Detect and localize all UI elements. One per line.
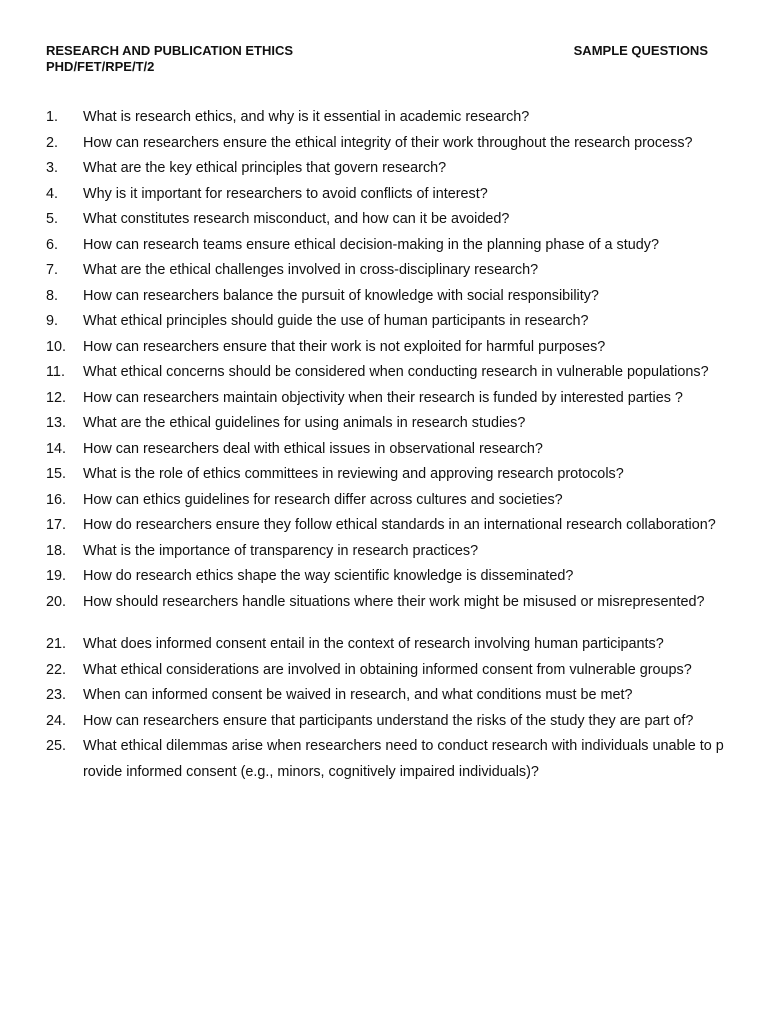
question-item — [46, 564, 726, 590]
question-item — [46, 513, 726, 539]
question-item — [46, 683, 726, 709]
question-text: How can researchers deal with ethical issues in observational research? — [83, 440, 543, 457]
question-list — [46, 105, 726, 785]
question-item — [46, 258, 726, 284]
question-item — [46, 207, 726, 233]
question-item — [46, 284, 726, 310]
question-item — [46, 709, 726, 735]
question-number: 17. — [46, 517, 67, 533]
question-text: How can researchers ensure that their work is not exploited for harmful purposes? — [83, 338, 606, 355]
question-item — [46, 131, 726, 157]
question-number: 6. — [46, 236, 59, 253]
question-number: 11. — [46, 364, 65, 380]
question-item — [46, 411, 726, 437]
question-text: What constitutes research misconduct, and how can it be avoided? — [83, 211, 510, 227]
question-number: 8. — [46, 287, 59, 304]
question-text: What are the ethical challenges involved in cross-disciplinary research? — [83, 262, 539, 278]
question-item — [46, 658, 726, 684]
section-spacer — [46, 615, 726, 632]
question-text: How can researchers maintain objectivity when their research is funded by interested parties ? — [83, 389, 683, 406]
question-number: 7. — [46, 262, 59, 278]
question-number: 12. — [46, 389, 67, 406]
question-text: How should researchers handle situations where their work might be misused or misrepresented? — [83, 593, 705, 610]
question-item — [46, 632, 726, 658]
document-code: PHD/FET/RPE/T/2 — [46, 59, 155, 74]
question-item — [46, 182, 726, 208]
question-number: 25. — [46, 738, 67, 754]
question-number: 16. — [46, 491, 67, 508]
question-text: What is research ethics, and why is it essential in academic research? — [83, 109, 530, 125]
question-number: 1. — [46, 109, 59, 125]
document-header — [46, 43, 708, 75]
question-text: What are the ethical guidelines for using animals in research studies? — [83, 415, 526, 431]
question-text: How can researchers ensure that participants understand the risks of the study they are part of? — [83, 712, 694, 729]
question-item — [46, 590, 726, 616]
question-number: 10. — [46, 338, 67, 355]
question-text: How do research ethics shape the way scientific knowledge is disseminated? — [83, 568, 574, 584]
question-text: What is the role of ethics committees in reviewing and approving research protocols? — [83, 466, 624, 482]
question-text: How can researchers balance the pursuit of knowledge with social responsibility? — [83, 287, 599, 304]
question-item — [46, 437, 726, 463]
question-text: What does informed consent entail in the context of research involving human participants? — [83, 636, 664, 652]
question-number: 19. — [46, 568, 67, 584]
question-text: How do researchers ensure they follow ethical standards in an international research collaboration? — [83, 517, 716, 533]
document-subtitle: SAMPLE QUESTIONS — [573, 43, 708, 58]
question-number: 22. — [46, 661, 67, 678]
question-text: How can research teams ensure ethical decision-making in the planning phase of a study? — [83, 236, 659, 253]
question-number: 15. — [46, 466, 67, 482]
question-text: What is the importance of transparency in research practices? — [83, 542, 479, 559]
question-item — [46, 156, 726, 182]
question-number: 21. — [46, 636, 67, 652]
question-number: 4. — [46, 185, 59, 202]
question-item — [46, 233, 726, 259]
question-number: 5. — [46, 211, 59, 227]
question-text: Why is it important for researchers to avoid conflicts of interest? — [83, 185, 488, 202]
question-text: What ethical concerns should be considered when conducting research in vulnerable populations? — [83, 364, 709, 380]
question-item — [46, 539, 726, 565]
question-number: 23. — [46, 687, 67, 703]
question-number: 2. — [46, 134, 59, 151]
question-item — [46, 335, 726, 361]
question-number: 20. — [46, 593, 67, 610]
question-item — [46, 488, 726, 514]
question-item — [46, 386, 726, 412]
question-item — [46, 360, 726, 386]
question-text: How can ethics guidelines for research differ across cultures and societies? — [83, 491, 563, 508]
question-text: What ethical principles should guide the use of human participants in research? — [83, 313, 589, 329]
question-number: 14. — [46, 440, 67, 457]
question-item — [46, 105, 726, 131]
question-text: What ethical considerations are involved in obtaining informed consent from vulnerable groups? — [83, 661, 692, 678]
question-number: 9. — [46, 313, 59, 329]
question-item — [46, 462, 726, 488]
question-number: 18. — [46, 542, 67, 559]
question-number: 13. — [46, 415, 67, 431]
question-item — [46, 734, 726, 785]
question-item — [46, 309, 726, 335]
question-number: 24. — [46, 712, 67, 729]
question-text: When can informed consent be waived in research, and what conditions must be met? — [83, 687, 633, 703]
question-number: 3. — [46, 160, 59, 176]
question-text: What are the key ethical principles that govern research? — [83, 160, 447, 176]
question-text: What ethical dilemmas arise when researchers need to conduct research with individuals unable to provide informed consent (e.g., minors, cognitively impaired individuals)? — [83, 738, 724, 780]
document-title: RESEARCH AND PUBLICATION ETHICS — [46, 43, 294, 58]
question-text: How can researchers ensure the ethical integrity of their work throughout the research process? — [83, 134, 693, 151]
